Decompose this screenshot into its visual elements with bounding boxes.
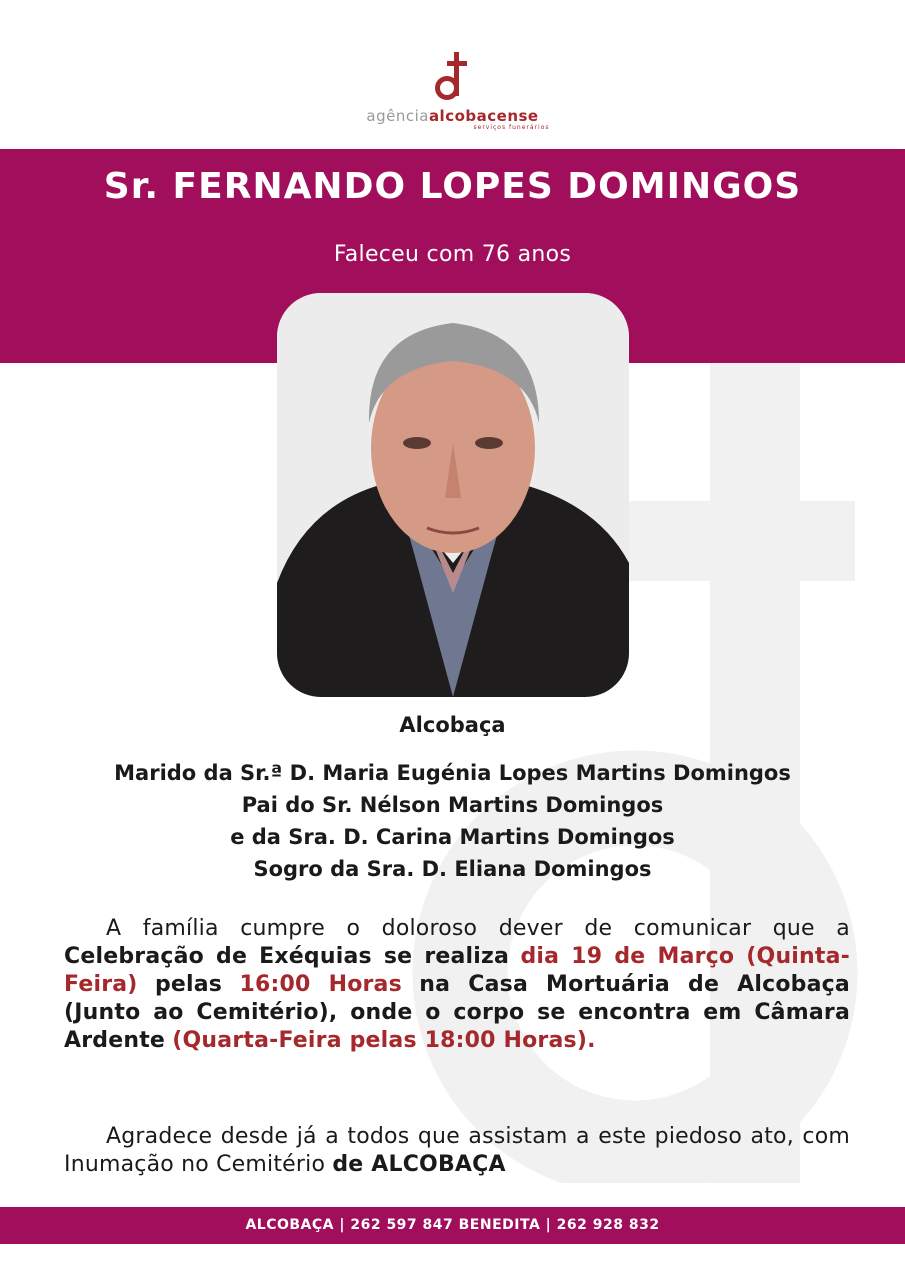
- announcement-text: A família cumpre o doloroso dever de comunicar que a: [106, 916, 850, 941]
- family-line-spouse: Marido da Sr.ª D. Maria Eugénia Lopes Martins Domingos: [114, 761, 791, 785]
- family-line-son: Pai do Sr. Nélson Martins Domingos: [241, 793, 664, 817]
- logo-subtitle: serviços funerários: [473, 124, 550, 131]
- wake-time: (Quarta-Feira pelas 18:00 Horas).: [172, 1028, 596, 1053]
- cross-d-logo-icon: [433, 48, 473, 106]
- ceremony-label: Celebração de Exéquias se realiza: [64, 944, 510, 969]
- ceremony-location: na Casa Mortuária de Alcobaça (Junto ao Cemitério), onde o corpo se encontra em Câmara Ardente: [64, 972, 850, 1053]
- time-connector: pelas: [154, 972, 223, 997]
- family-line-daughter: e da Sra. D. Carina Martins Domingos: [230, 825, 675, 849]
- ceremony-date: dia 19 de Março (Quinta-Feira): [64, 944, 850, 997]
- thanks-paragraph: [64, 1123, 850, 1179]
- portrait-photo: [277, 293, 629, 697]
- agency-logo: [0, 48, 905, 132]
- ceremony-time: 16:00 Horas: [239, 972, 402, 997]
- logo-wordmark: [0, 108, 905, 124]
- funeral-announcement: [64, 915, 850, 1055]
- place-name: Alcobaça: [399, 713, 506, 737]
- footer-contacts: ALCOBAÇA | 262 597 847 BENEDITA | 262 928 832: [0, 1207, 905, 1244]
- cemetery-name: de ALCOBAÇA: [332, 1152, 506, 1177]
- thanks-text: Agradece desde já a todos que assistam a este piedoso ato, com Inumação no Cemitério: [64, 1124, 850, 1177]
- family-list: [0, 757, 905, 885]
- deceased-name: Sr. FERNANDO LOPES DOMINGOS: [103, 166, 802, 207]
- logo-text-agencia: agência: [366, 107, 429, 125]
- age-text: Faleceu com 76 anos: [333, 242, 572, 267]
- family-line-daughter-in-law: Sogro da Sra. D. Eliana Domingos: [253, 857, 652, 881]
- logo-text-alcobacense: alcobacense: [428, 107, 539, 125]
